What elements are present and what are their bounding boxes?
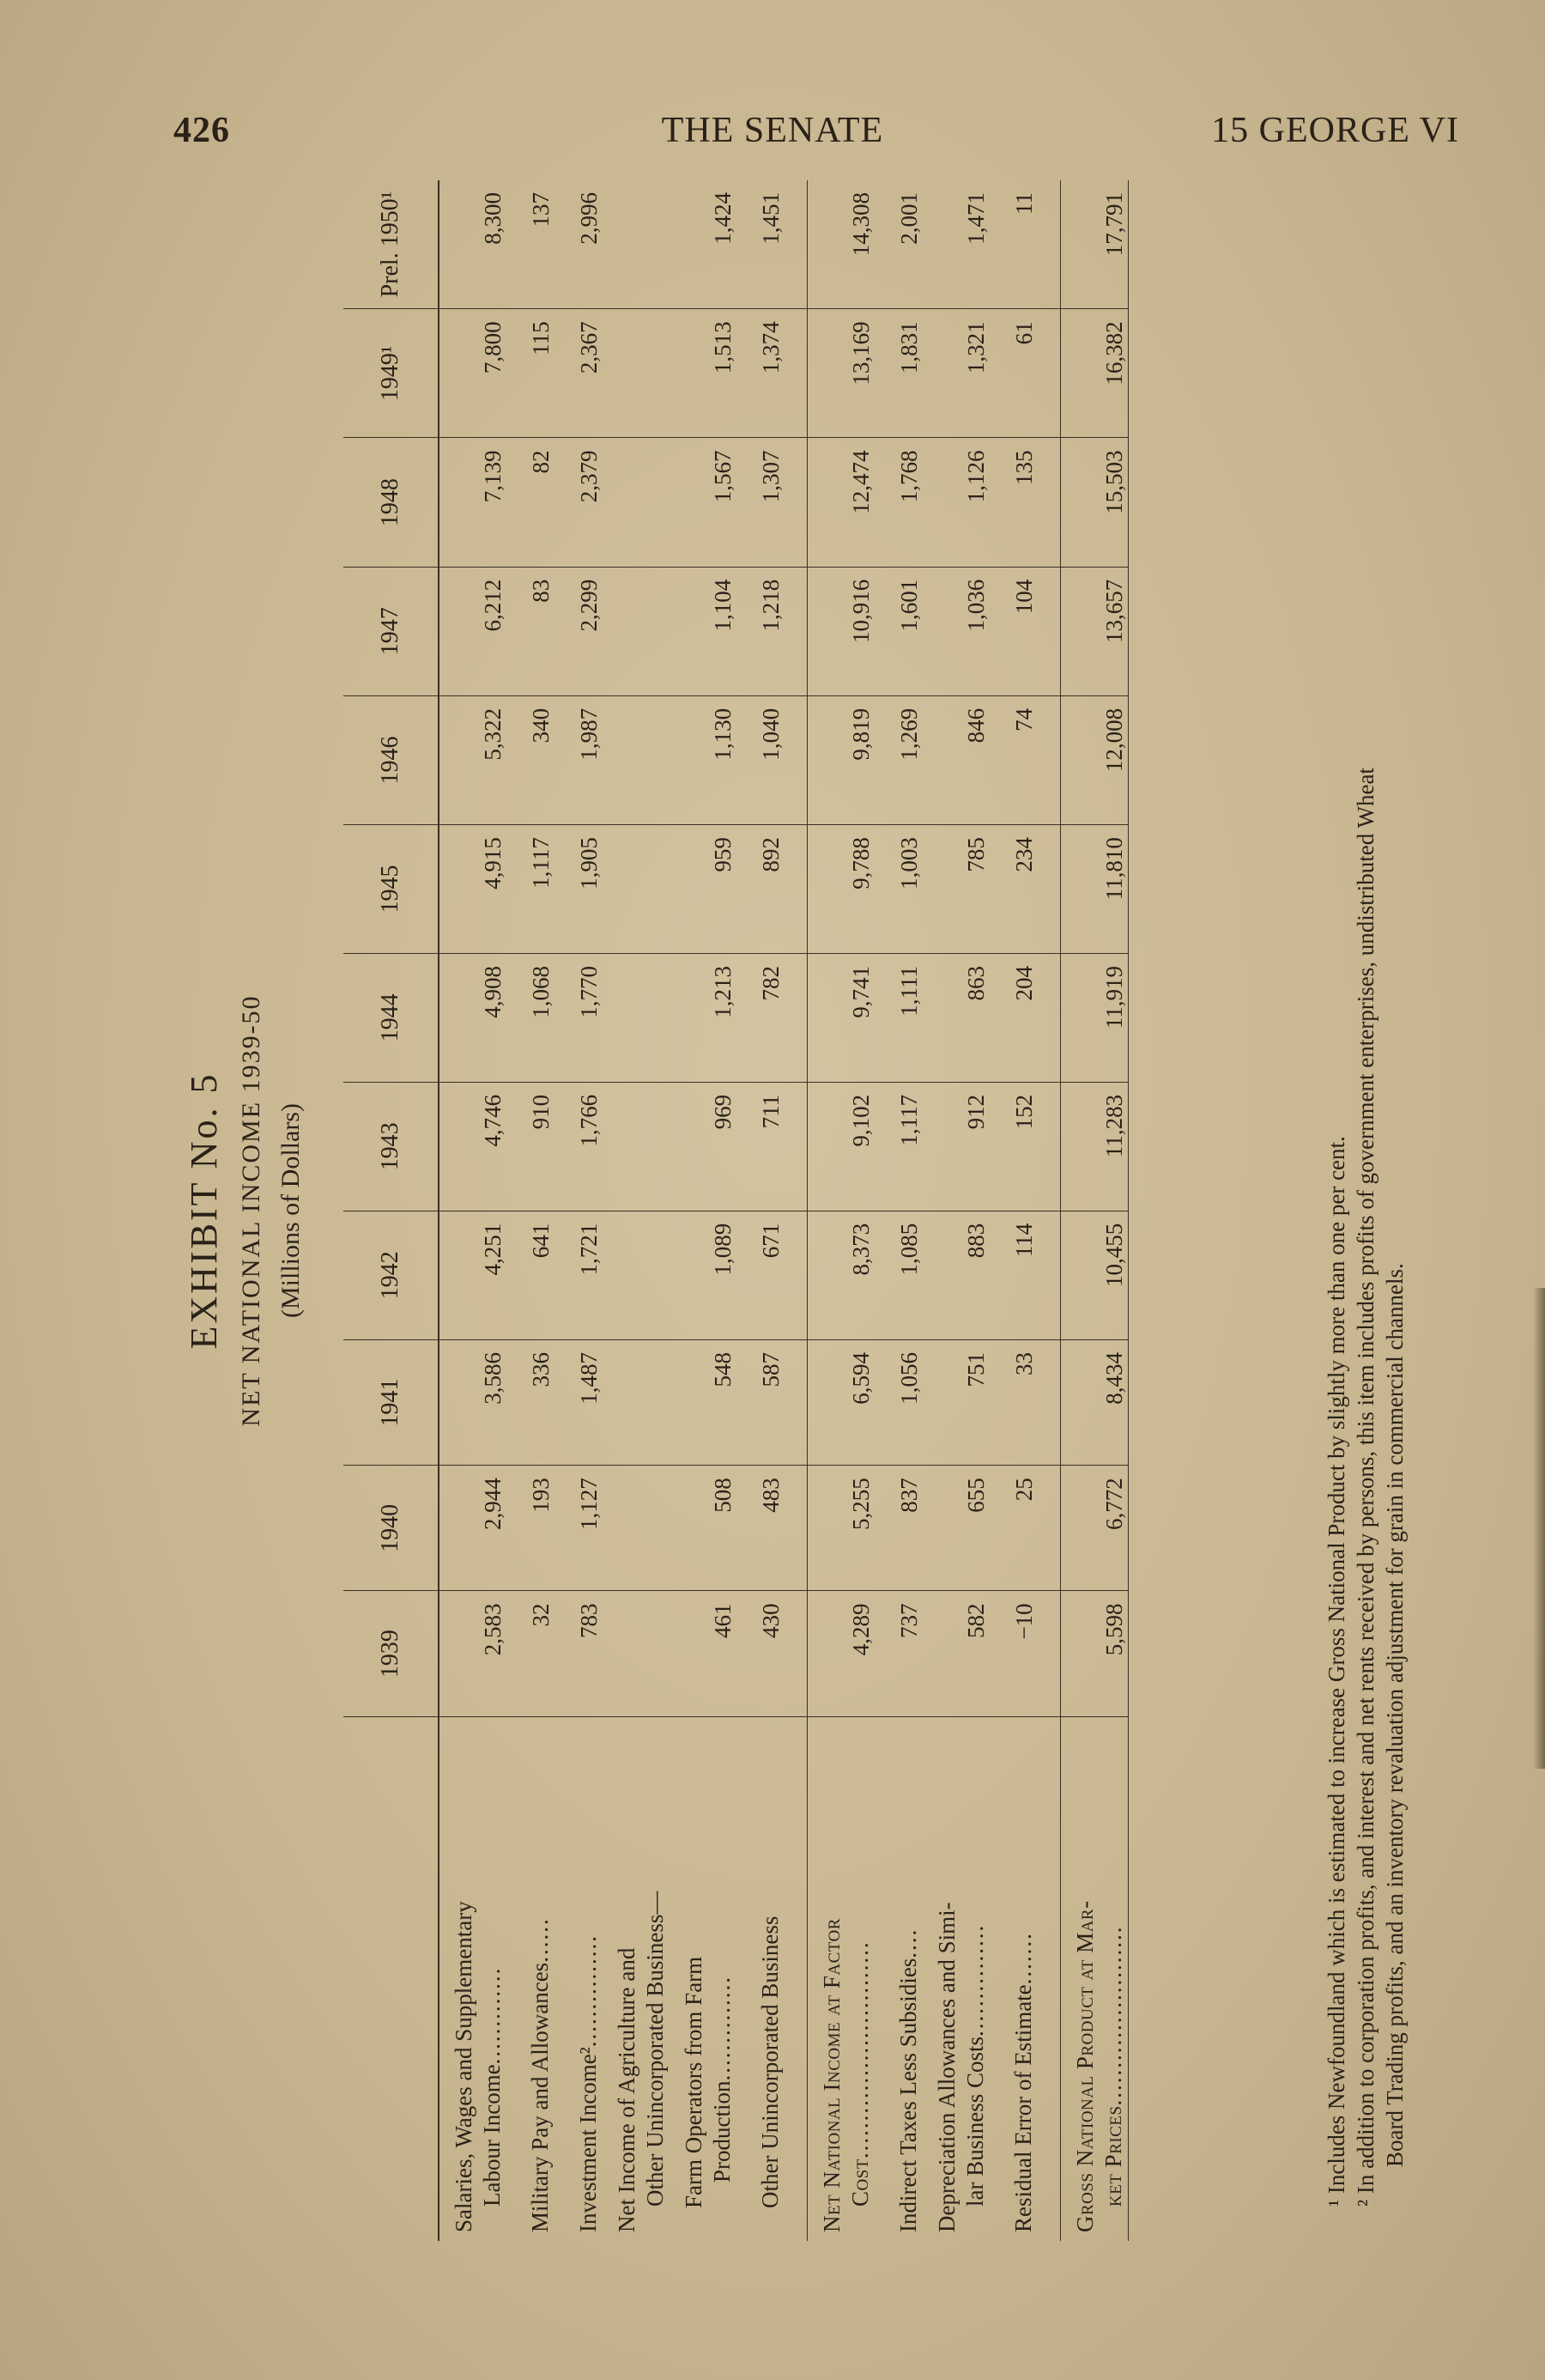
row-label xyxy=(439,1716,506,2241)
spacer-cell xyxy=(785,1082,808,1211)
value-cell: 1,089 xyxy=(670,1211,736,1339)
value-cell: 912 xyxy=(923,1082,990,1211)
value-cell: 1,513 xyxy=(670,309,736,438)
spacer-cell xyxy=(785,1591,808,1716)
value-cell: 340 xyxy=(506,695,554,824)
row-label-text xyxy=(527,1917,553,2232)
value-cell xyxy=(603,438,670,567)
value-cell: 671 xyxy=(736,1211,785,1339)
value-cell: 1,424 xyxy=(670,180,736,309)
value-cell: 8,300 xyxy=(439,180,506,309)
value-cell: 587 xyxy=(736,1339,785,1465)
year-header: 1947 xyxy=(343,567,439,695)
spacer-cell xyxy=(1038,1716,1061,2241)
value-cell: 12,474 xyxy=(808,438,876,567)
value-cell: 6,212 xyxy=(439,567,506,695)
value-cell: 1,104 xyxy=(670,567,736,695)
value-cell: 641 xyxy=(506,1211,554,1339)
spacer-cell xyxy=(1038,1466,1061,1591)
value-cell: 1,766 xyxy=(554,1082,603,1211)
year-header: 1948 xyxy=(343,438,439,567)
value-cell: 1,218 xyxy=(736,567,785,695)
year-header: 1939 xyxy=(343,1591,439,1716)
spacer-cell xyxy=(785,953,808,1082)
value-cell: 12,008 xyxy=(1061,695,1129,824)
spacer-cell xyxy=(1038,953,1061,1082)
row-label-line2 xyxy=(641,1722,670,2232)
value-cell: 137 xyxy=(506,180,554,309)
value-cell: 461 xyxy=(670,1591,736,1716)
value-cell: 2,379 xyxy=(554,438,603,567)
row-label-line1: Depreciation Allowances and Simi- xyxy=(934,1902,960,2232)
value-cell: 1,056 xyxy=(875,1339,923,1465)
value-cell: 1,567 xyxy=(670,438,736,567)
spacer-cell xyxy=(785,180,808,309)
year-header: 1949¹ xyxy=(343,309,439,438)
value-cell: 548 xyxy=(670,1339,736,1465)
value-cell: 33 xyxy=(990,1339,1038,1465)
value-cell: 4,289 xyxy=(808,1591,876,1716)
page-header xyxy=(0,110,1545,161)
running-title: THE SENATE xyxy=(661,111,884,150)
row-label xyxy=(554,1716,603,2241)
table-row xyxy=(923,180,990,2241)
leader-dots: ....... xyxy=(1010,1932,1036,1985)
row-label-line2 xyxy=(1100,1722,1128,2232)
value-cell: 11,919 xyxy=(1061,953,1129,1082)
year-header: 1944 xyxy=(343,953,439,1082)
value-cell: 969 xyxy=(670,1082,736,1211)
value-cell: 785 xyxy=(923,825,990,954)
value-cell: 582 xyxy=(923,1591,990,1716)
value-cell: 1,487 xyxy=(554,1339,603,1465)
value-cell: 114 xyxy=(990,1211,1038,1339)
year-header: 1945 xyxy=(343,825,439,954)
spacer-cell xyxy=(1038,180,1061,309)
session-label: 15 GEORGE VI xyxy=(1211,111,1459,150)
value-cell: 82 xyxy=(506,438,554,567)
spacer-cell xyxy=(1038,1211,1061,1339)
row-label-line2-text: Other Unincorporated Business— xyxy=(642,1891,668,2207)
spacer-cell xyxy=(1038,825,1061,954)
table-row xyxy=(808,180,876,2241)
leader-dots: ............. xyxy=(479,1966,505,2065)
value-cell: 783 xyxy=(554,1591,603,1716)
year-header: Prel. 1950¹ xyxy=(343,180,439,309)
value-cell: 336 xyxy=(506,1339,554,1465)
row-label-text xyxy=(934,1722,990,2232)
value-cell: 13,169 xyxy=(808,309,876,438)
value-cell: 751 xyxy=(923,1339,990,1465)
value-cell: 1,117 xyxy=(875,1082,923,1211)
row-label-line2 xyxy=(708,1957,736,2208)
value-cell: 61 xyxy=(990,309,1038,438)
spacer-cell xyxy=(785,438,808,567)
value-cell: 115 xyxy=(506,309,554,438)
value-cell: 910 xyxy=(506,1082,554,1211)
spacer-cell xyxy=(785,309,808,438)
leader-dots: .............. xyxy=(709,1976,735,2081)
value-cell: 16,382 xyxy=(1061,309,1129,438)
row-label xyxy=(506,1716,554,2241)
leader-dots: ............... xyxy=(962,1923,988,2037)
row-label xyxy=(603,1716,670,2241)
year-header: 1942 xyxy=(343,1211,439,1339)
row-label xyxy=(670,1716,736,2241)
value-cell: 892 xyxy=(736,825,785,954)
row-label-line1: Residual Error of Estimate xyxy=(1010,1984,1036,2232)
value-cell: 508 xyxy=(670,1466,736,1591)
value-cell: 883 xyxy=(923,1211,990,1339)
table-row xyxy=(670,180,736,2241)
value-cell: 1,321 xyxy=(923,309,990,438)
value-cell: 2,367 xyxy=(554,309,603,438)
value-cell: 5,255 xyxy=(808,1466,876,1591)
value-cell xyxy=(603,1339,670,1465)
row-label-text xyxy=(614,1722,670,2232)
value-cell: 1,831 xyxy=(875,309,923,438)
value-cell: 3,586 xyxy=(439,1339,506,1465)
value-cell: 4,908 xyxy=(439,953,506,1082)
value-cell: 10,916 xyxy=(808,567,876,695)
value-cell: 1,905 xyxy=(554,825,603,954)
value-cell: 5,322 xyxy=(439,695,506,824)
row-label-line1: Net Income of Agriculture and xyxy=(614,1947,639,2232)
value-cell: 1,768 xyxy=(875,438,923,567)
exhibit-title: EXHIBIT No. 5 xyxy=(183,1072,225,1350)
value-cell: 9,102 xyxy=(808,1082,876,1211)
spacer-cell xyxy=(1038,695,1061,824)
year-header: 1941 xyxy=(343,1339,439,1465)
value-cell: 1,213 xyxy=(670,953,736,1082)
value-cell: 15,503 xyxy=(1061,438,1129,567)
row-label xyxy=(990,1716,1038,2241)
value-cell: 655 xyxy=(923,1466,990,1591)
table-row xyxy=(506,180,554,2241)
income-table xyxy=(343,180,1129,2241)
value-cell xyxy=(603,180,670,309)
row-label-line2 xyxy=(846,1722,875,2232)
value-cell: 8,434 xyxy=(1061,1339,1129,1465)
value-cell: 737 xyxy=(875,1591,923,1716)
page-number: 426 xyxy=(173,111,230,150)
value-cell: 1,126 xyxy=(923,438,990,567)
value-cell: 1,451 xyxy=(736,180,785,309)
value-cell: 4,746 xyxy=(439,1082,506,1211)
row-label-line1: Gross National Product at Mar- xyxy=(1072,1900,1098,2232)
label-header xyxy=(343,1716,439,2241)
row-label-line2-text: Labour Income xyxy=(479,2064,505,2207)
row-label xyxy=(736,1716,785,2241)
footnote-1: ¹ Includes Newfoundland which is estimated to increase Gross National Product by slightly more than one per cent. xyxy=(1324,1136,1349,2207)
spacer-cell xyxy=(1038,1591,1061,1716)
value-cell: 9,788 xyxy=(808,825,876,954)
exhibit-titles xyxy=(172,180,352,2241)
spacer-cell xyxy=(785,825,808,954)
row-label-text xyxy=(1072,1722,1128,2232)
value-cell: 1,471 xyxy=(923,180,990,309)
spacer-row xyxy=(785,180,808,2241)
table-row xyxy=(603,180,670,2241)
value-cell: 25 xyxy=(990,1466,1038,1591)
value-cell xyxy=(603,1591,670,1716)
row-label-line2-text: ket Prices xyxy=(1100,2105,1126,2207)
value-cell: 204 xyxy=(990,953,1038,1082)
spacer-row xyxy=(1038,180,1061,2241)
row-label-line1: Net National Income at Factor xyxy=(819,1918,845,2232)
row-label-text xyxy=(819,1722,875,2232)
row-label xyxy=(1061,1716,1129,2241)
page-edge-shadow xyxy=(1533,1288,1545,1769)
value-cell: 1,117 xyxy=(506,825,554,954)
value-cell xyxy=(603,567,670,695)
table-row xyxy=(875,180,923,2241)
value-cell: 9,741 xyxy=(808,953,876,1082)
value-cell: 6,594 xyxy=(808,1339,876,1465)
row-label-text xyxy=(680,1957,736,2232)
spacer-cell xyxy=(1038,1082,1061,1211)
value-cell: 483 xyxy=(736,1466,785,1591)
value-cell: 4,915 xyxy=(439,825,506,954)
row-label-text xyxy=(895,1928,921,2232)
value-cell: 104 xyxy=(990,567,1038,695)
table-row xyxy=(1061,180,1129,2241)
value-cell: 863 xyxy=(923,953,990,1082)
spacer-cell xyxy=(785,1716,808,2241)
row-label-line1: Military Pay and Allowances xyxy=(527,1962,553,2232)
row-label-line1: Other Unincorporated Business xyxy=(757,1916,783,2208)
value-cell: 1,085 xyxy=(875,1211,923,1339)
table-row xyxy=(990,180,1038,2241)
row-label-text xyxy=(575,1934,601,2232)
spacer-cell xyxy=(785,1466,808,1591)
value-cell: 1,130 xyxy=(670,695,736,824)
value-cell: 959 xyxy=(670,825,736,954)
table-row xyxy=(439,180,506,2241)
spacer-cell xyxy=(1038,438,1061,567)
exhibit-subtitle: NET NATIONAL INCOME 1939-50 xyxy=(237,994,265,1427)
value-cell: 1,770 xyxy=(554,953,603,1082)
row-label-line2-text: Production xyxy=(709,2080,735,2183)
value-cell: 2,299 xyxy=(554,567,603,695)
value-cell: 234 xyxy=(990,825,1038,954)
row-label-line2-text: Cost xyxy=(847,2158,873,2207)
spacer-cell xyxy=(785,1211,808,1339)
spacer-cell xyxy=(785,695,808,824)
row-label-line2 xyxy=(961,1722,990,2232)
value-cell: 2,001 xyxy=(875,180,923,309)
value-cell: 2,996 xyxy=(554,180,603,309)
row-label-text xyxy=(451,1722,506,2232)
table-row xyxy=(736,180,785,2241)
value-cell: 83 xyxy=(506,567,554,695)
footnotes xyxy=(1322,197,1409,2207)
value-cell: 11,810 xyxy=(1061,825,1129,954)
value-cell: 74 xyxy=(990,695,1038,824)
value-cell: 11,283 xyxy=(1061,1082,1129,1211)
spacer-cell xyxy=(785,1339,808,1465)
year-header: 1940 xyxy=(343,1466,439,1591)
year-header: 1943 xyxy=(343,1082,439,1211)
year-header: 1946 xyxy=(343,695,439,824)
value-cell: 4,251 xyxy=(439,1211,506,1339)
value-cell: 1,374 xyxy=(736,309,785,438)
row-label-line2-text: lar Business Costs xyxy=(962,2036,988,2207)
value-cell: 152 xyxy=(990,1082,1038,1211)
exhibit-units: (Millions of Dollars) xyxy=(276,1103,305,1318)
value-cell: 7,800 xyxy=(439,309,506,438)
value-cell: −10 xyxy=(990,1591,1038,1716)
value-cell: 1,068 xyxy=(506,953,554,1082)
value-cell xyxy=(603,1082,670,1211)
spacer-cell xyxy=(1038,1339,1061,1465)
leader-dots: .... xyxy=(895,1928,921,1958)
spacer-cell xyxy=(1038,309,1061,438)
value-cell: 135 xyxy=(990,438,1038,567)
table-body xyxy=(439,180,1129,2241)
value-cell: 1,040 xyxy=(736,695,785,824)
value-cell: 1,307 xyxy=(736,438,785,567)
value-cell xyxy=(603,953,670,1082)
value-cell: 6,772 xyxy=(1061,1466,1129,1591)
value-cell: 9,819 xyxy=(808,695,876,824)
value-cell xyxy=(603,1466,670,1591)
row-label-line1: Farm Operators from Farm xyxy=(681,1956,706,2208)
spacer-cell xyxy=(1038,567,1061,695)
row-label xyxy=(875,1716,923,2241)
value-cell: 1,269 xyxy=(875,695,923,824)
value-cell: 17,791 xyxy=(1061,180,1129,309)
rotated-exhibit xyxy=(172,180,1476,2241)
value-cell: 5,598 xyxy=(1061,1591,1129,1716)
value-cell xyxy=(603,825,670,954)
value-cell: 782 xyxy=(736,953,785,1082)
value-cell: 193 xyxy=(506,1466,554,1591)
value-cell: 2,944 xyxy=(439,1466,506,1591)
row-label-line1: Investment Income² xyxy=(575,2047,601,2232)
value-cell: 1,127 xyxy=(554,1466,603,1591)
value-cell: 10,455 xyxy=(1061,1211,1129,1339)
value-cell: 837 xyxy=(875,1466,923,1591)
value-cell: 1,111 xyxy=(875,953,923,1082)
leader-dots: ............................. xyxy=(847,1940,873,2159)
leader-dots: ........................ xyxy=(1100,1925,1126,2106)
value-cell: 1,987 xyxy=(554,695,603,824)
spacer-cell xyxy=(785,567,808,695)
value-cell: 1,601 xyxy=(875,567,923,695)
value-cell: 11 xyxy=(990,180,1038,309)
value-cell: 7,139 xyxy=(439,438,506,567)
row-label-text xyxy=(1010,1932,1036,2232)
row-label-text xyxy=(756,1916,785,2232)
leader-dots: ...... xyxy=(527,1917,553,1963)
row-label xyxy=(923,1716,990,2241)
value-cell: 13,657 xyxy=(1061,567,1129,695)
row-label-line1: Salaries, Wages and Supplementary xyxy=(451,1901,476,2232)
value-cell xyxy=(603,309,670,438)
value-cell: 2,583 xyxy=(439,1591,506,1716)
value-cell: 1,003 xyxy=(875,825,923,954)
value-cell: 1,036 xyxy=(923,567,990,695)
value-cell: 430 xyxy=(736,1591,785,1716)
row-label-line1: Indirect Taxes Less Subsidies xyxy=(895,1958,921,2232)
value-cell: 32 xyxy=(506,1591,554,1716)
value-cell: 1,721 xyxy=(554,1211,603,1339)
value-cell: 711 xyxy=(736,1082,785,1211)
year-header-row xyxy=(343,180,439,2241)
footnote-2: ² In addition to corporation profits, and interest and net rents received by persons, this item includes profits of government enterprises, undistributed Wheat xyxy=(1353,768,1378,2207)
value-cell xyxy=(603,1211,670,1339)
value-cell: 14,308 xyxy=(808,180,876,309)
footnote-2-continued: Board Trading profits, and an inventory revaluation adjustment for grain in commercial channels. xyxy=(1382,1263,1408,2167)
row-label xyxy=(808,1716,876,2241)
table-row xyxy=(554,180,603,2241)
value-cell: 846 xyxy=(923,695,990,824)
value-cell xyxy=(603,695,670,824)
row-label-line2 xyxy=(478,1722,506,2232)
value-cell: 8,373 xyxy=(808,1211,876,1339)
leader-dots: ............... xyxy=(575,1934,601,2048)
